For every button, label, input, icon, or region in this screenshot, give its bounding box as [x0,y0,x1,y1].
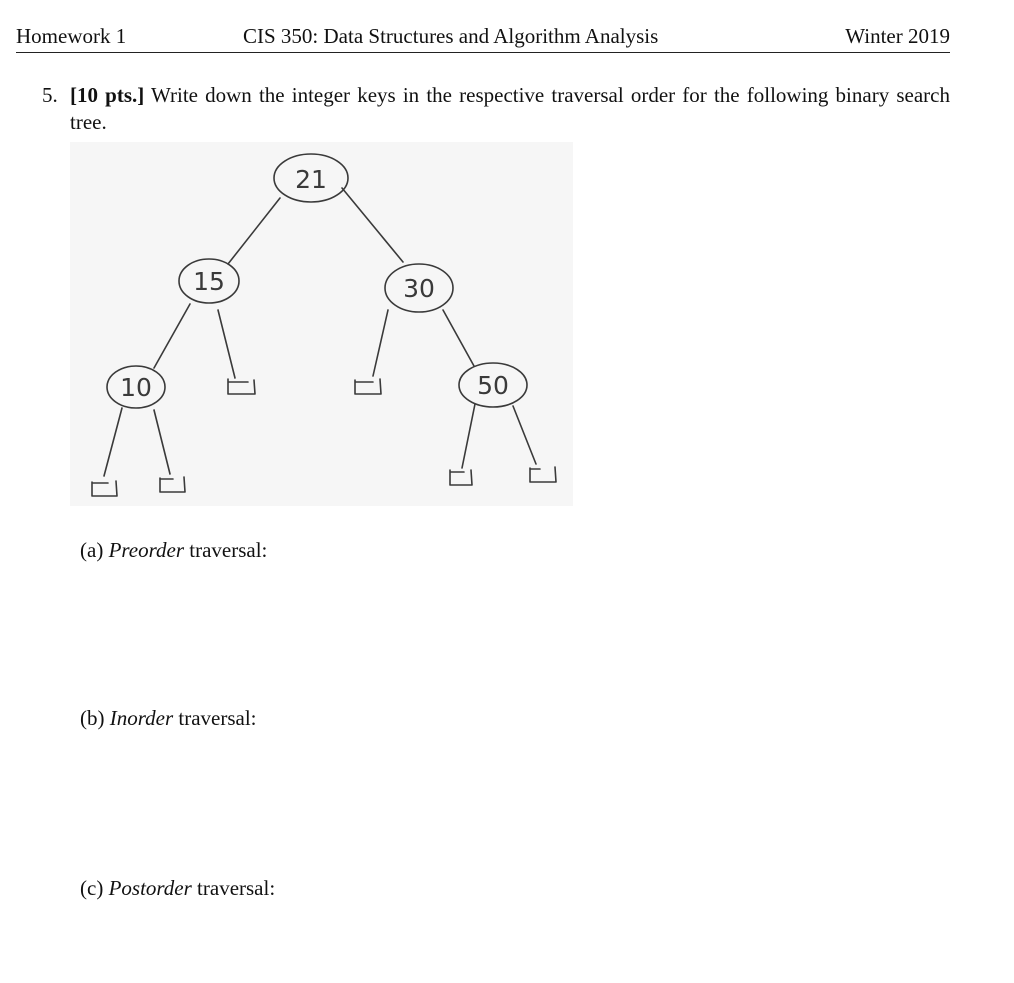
null-leaf-15-right [228,379,255,394]
tree-node-50-label: 50 [477,371,509,400]
problem-number: 5. [42,83,58,107]
tree-node-21-label: 21 [295,165,327,194]
edge-15-10 [154,304,190,368]
part-c-label: (c) [80,876,104,900]
edge-50-leaf-left [462,404,475,468]
part-b-inorder [80,706,257,731]
tree-node-10-label: 10 [120,373,152,402]
null-leaf-50-right [530,467,556,482]
null-leaf-30-left [355,379,381,394]
null-leaf-50-left [450,470,472,485]
part-b-name: Inorder [109,706,174,730]
edge-10-leaf-left [104,408,122,476]
edge-21-30 [342,188,403,262]
part-c-name: Postorder [108,876,192,900]
edge-10-leaf-right [154,410,170,474]
part-c-postorder [80,876,275,901]
edge-21-15 [228,198,280,264]
null-leaf-10-right [160,477,185,492]
header-term: Winter 2019 [845,24,950,48]
binary-search-tree-figure [70,142,573,506]
tree-node-15-label: 15 [193,267,225,296]
problem-body [70,82,950,136]
edge-15-leaf [218,310,235,378]
page-header [16,22,950,53]
part-a-suffix: traversal: [189,538,268,562]
part-a-preorder [80,538,267,563]
part-b-suffix: traversal: [178,706,257,730]
edge-30-50 [443,310,474,366]
part-c-suffix: traversal: [197,876,276,900]
problem-text: Write down the integer keys in the respective traversal order for the following binary search tree. [70,83,950,134]
edge-30-leaf [373,310,388,376]
problem-points: [10 pts.] [70,83,145,107]
problem-statement [42,82,950,136]
edge-50-leaf-right [513,406,536,464]
null-leaf-10-left [92,481,117,496]
tree-node-30-label: 30 [403,274,435,303]
header-course: CIS 350: Data Structures and Algorithm Analysis [243,24,659,48]
part-a-name: Preorder [108,538,184,562]
part-a-label: (a) [80,538,104,562]
header-left: Homework 1 [16,24,127,48]
part-b-label: (b) [80,706,105,730]
